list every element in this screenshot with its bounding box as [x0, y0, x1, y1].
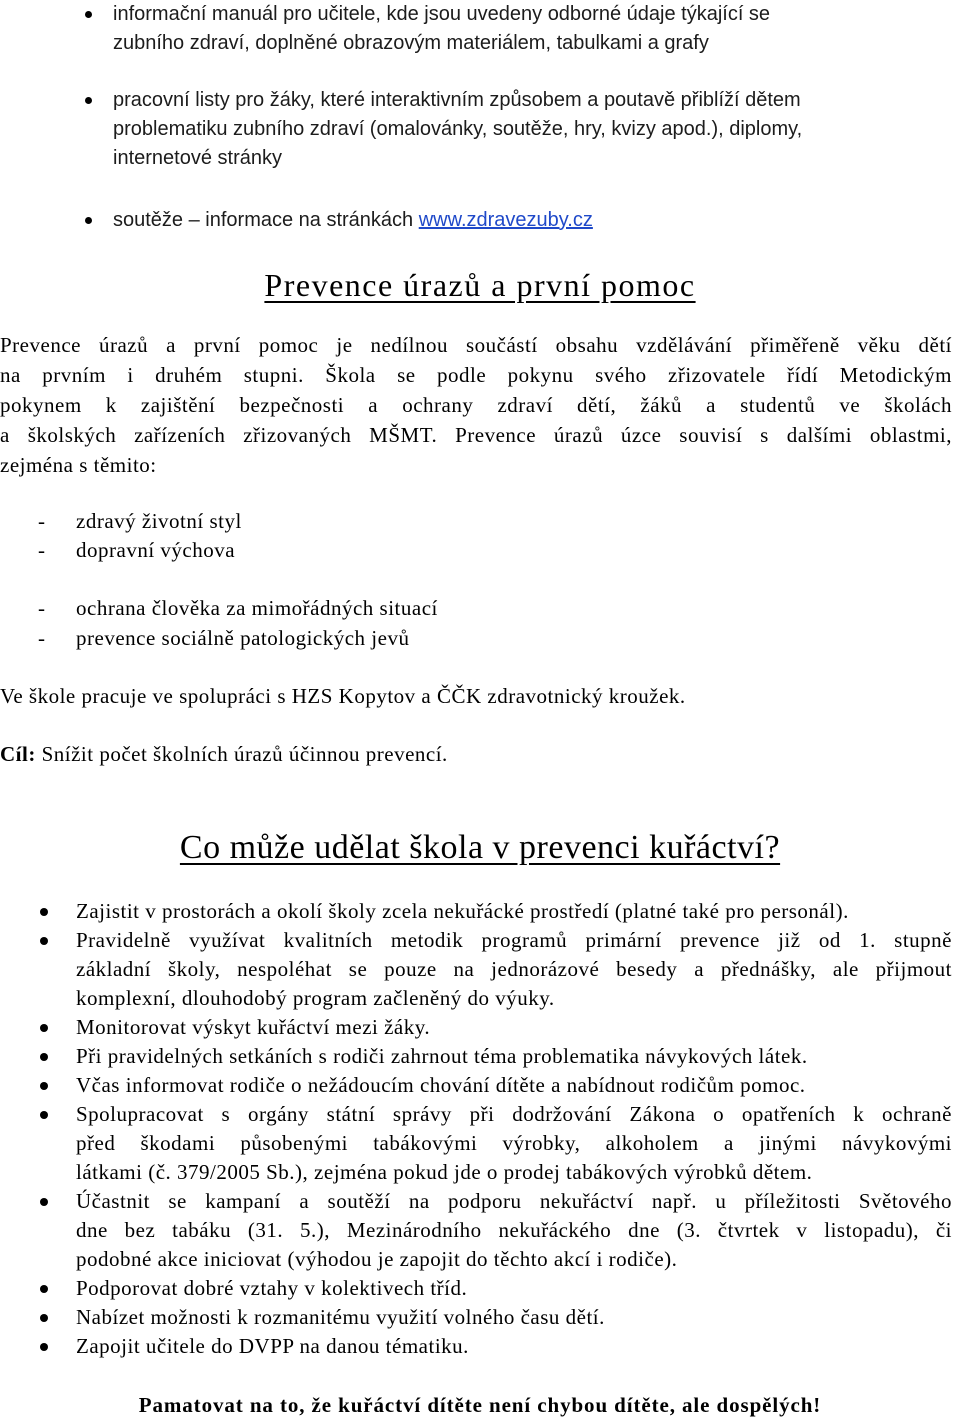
list-item-line: před škodami působenými tabákovými výrobky, alkoholem a jinými návykovými — [76, 1131, 952, 1155]
list-item-line: látkami (č. 379/2005 Sb.), zejména pokud jde o prodej tabákových výrobků dětem. — [76, 1160, 813, 1184]
goal-line — [0, 739, 448, 769]
list-item-line: dne bez tabáku (31. 5.), Mezinárodního nekuřáckého dne (3. čtvrtek v listopadu), či — [76, 1218, 952, 1242]
paragraph-line: pokynem k zajištění bezpečnosti a ochrany zdraví dětí, žáků a studentů ve školách — [0, 393, 952, 417]
injury-paragraph — [0, 330, 952, 480]
topic-text: zdravý životní styl — [76, 509, 242, 533]
list-item — [0, 1332, 952, 1361]
list-item-line: Zapojit učitele do DVPP na danou tématiku. — [76, 1334, 469, 1358]
paragraph-line: a školských zařízeních zřizovaných MŠMT. Prevence úrazů úzce souvisí s dalšími oblastmi, — [0, 423, 952, 447]
list-item-line: základní školy, nespoléhat se pouze na jednorázové besedy a přednášky, ale přijmout — [76, 957, 952, 981]
smoking-heading: Co může udělat škola v prevenci kuřáctví? — [179, 829, 781, 866]
list-item — [0, 1303, 952, 1332]
intro-line: informační manuál pro učitele, kde jsou uvedeny odborné údaje týkající se — [113, 3, 771, 25]
list-item-line: Při pravidelných setkáních s rodiči zahrnout téma problematika návykových látek. — [76, 1044, 808, 1068]
list-item-line: podobné akce iniciovat (výhodou je zapojit do těchto akcí i rodiče). — [76, 1247, 678, 1271]
zdravezuby-link[interactable]: www.zdravezuby.cz — [418, 209, 593, 231]
list-item-line: Nabízet možnosti k rozmanitému využití volného času dětí. — [76, 1305, 605, 1329]
injury-heading: Prevence úrazů a první pomoc — [264, 267, 696, 303]
goal-text: Snížit počet školních úrazů účinnou prevencí. — [41, 742, 448, 766]
bullet-icon — [40, 1343, 48, 1351]
first-aid-club-text: Ve škole pracuje ve spolupráci s HZS Kopytov a ČČK zdravotnický kroužek. — [0, 684, 686, 708]
list-item — [0, 897, 952, 926]
bullet-icon — [85, 97, 92, 104]
contest-text: soutěže – informace na stránkách — [113, 209, 414, 231]
list-item — [0, 1013, 952, 1042]
list-item — [0, 1274, 952, 1303]
topic-text: dopravní výchova — [76, 538, 236, 562]
topic-text: ochrana člověka za mimořádných situací — [76, 596, 438, 620]
list-item — [0, 1042, 952, 1071]
list-item-line: Pravidelně využívat kvalitních metodik programů primární prevence již od 1. stupně — [76, 928, 952, 952]
list-item — [0, 1187, 952, 1274]
closing-statement: Pamatovat na to, že kuřáctví dítěte není chybou dítěte, ale dospělých! — [138, 1393, 822, 1417]
bullet-icon — [40, 1024, 48, 1032]
goal-label: Cíl: — [0, 742, 36, 766]
smoking-measures-list — [0, 897, 952, 1361]
bullet-icon — [40, 1111, 48, 1119]
bullet-icon — [40, 1314, 48, 1322]
dash-marker: - — [38, 509, 46, 533]
bullet-icon — [40, 1198, 48, 1206]
list-item-line: komplexní, dlouhodobý program začleněný do výuky. — [76, 986, 555, 1010]
paragraph-line: na prvním i druhém stupni. Škola se podle pokynu svého zřizovatele řídí Metodickým — [0, 363, 952, 387]
dash-marker: - — [38, 538, 46, 562]
bullet-icon — [40, 1053, 48, 1061]
bullet-icon — [40, 1285, 48, 1293]
topic-text: prevence sociálně patologických jevů — [76, 626, 410, 650]
bullet-icon — [40, 908, 48, 916]
bullet-icon — [85, 217, 92, 224]
bullet-icon — [85, 11, 92, 18]
list-item-line: Účastnit se kampaní a soutěží na podporu nekuřáctví např. u příležitosti Světového — [76, 1189, 952, 1213]
list-item — [0, 1071, 952, 1100]
bullet-icon — [40, 1082, 48, 1090]
intro-line: pracovní listy pro žáky, které interaktivním způsobem a poutavě přiblíží dětem — [113, 89, 801, 111]
intro-item-worksheets — [113, 86, 943, 173]
list-item-line: Spolupracovat s orgány státní správy při dodržování Zákona o opatřeních k ochraně — [76, 1102, 952, 1126]
list-item — [0, 926, 952, 1013]
paragraph-line: Prevence úrazů a první pomoc je nedílnou součástí obsahu vzdělávání přiměřeně věku dětí — [0, 333, 952, 357]
list-item-line: Zajistit v prostorách a okolí školy zcela nekuřácké prostředí (platné také pro personál). — [76, 899, 849, 923]
dash-marker: - — [38, 596, 46, 620]
bullet-icon — [40, 937, 48, 945]
intro-line: internetové stránky — [113, 147, 282, 169]
intro-item-manual — [113, 0, 943, 58]
list-item-line: Včas informovat rodiče o nežádoucím chování dítěte a nabídnout rodičům pomoc. — [76, 1073, 806, 1097]
list-item-line: Monitorovat výskyt kuřáctví mezi žáky. — [76, 1015, 431, 1039]
intro-line: zubního zdraví, doplněné obrazovým materiálem, tabulkami a grafy — [113, 32, 709, 54]
intro-line: problematiku zubního zdraví (omalovánky, soutěže, hry, kvizy apod.), diplomy, — [113, 118, 803, 140]
dash-marker: - — [38, 626, 46, 650]
paragraph-line: zejména s těmito: — [0, 453, 157, 477]
list-item — [0, 1100, 952, 1187]
intro-item-contest — [113, 206, 943, 235]
list-item-line: Podporovat dobré vztahy v kolektivech tříd. — [76, 1276, 468, 1300]
